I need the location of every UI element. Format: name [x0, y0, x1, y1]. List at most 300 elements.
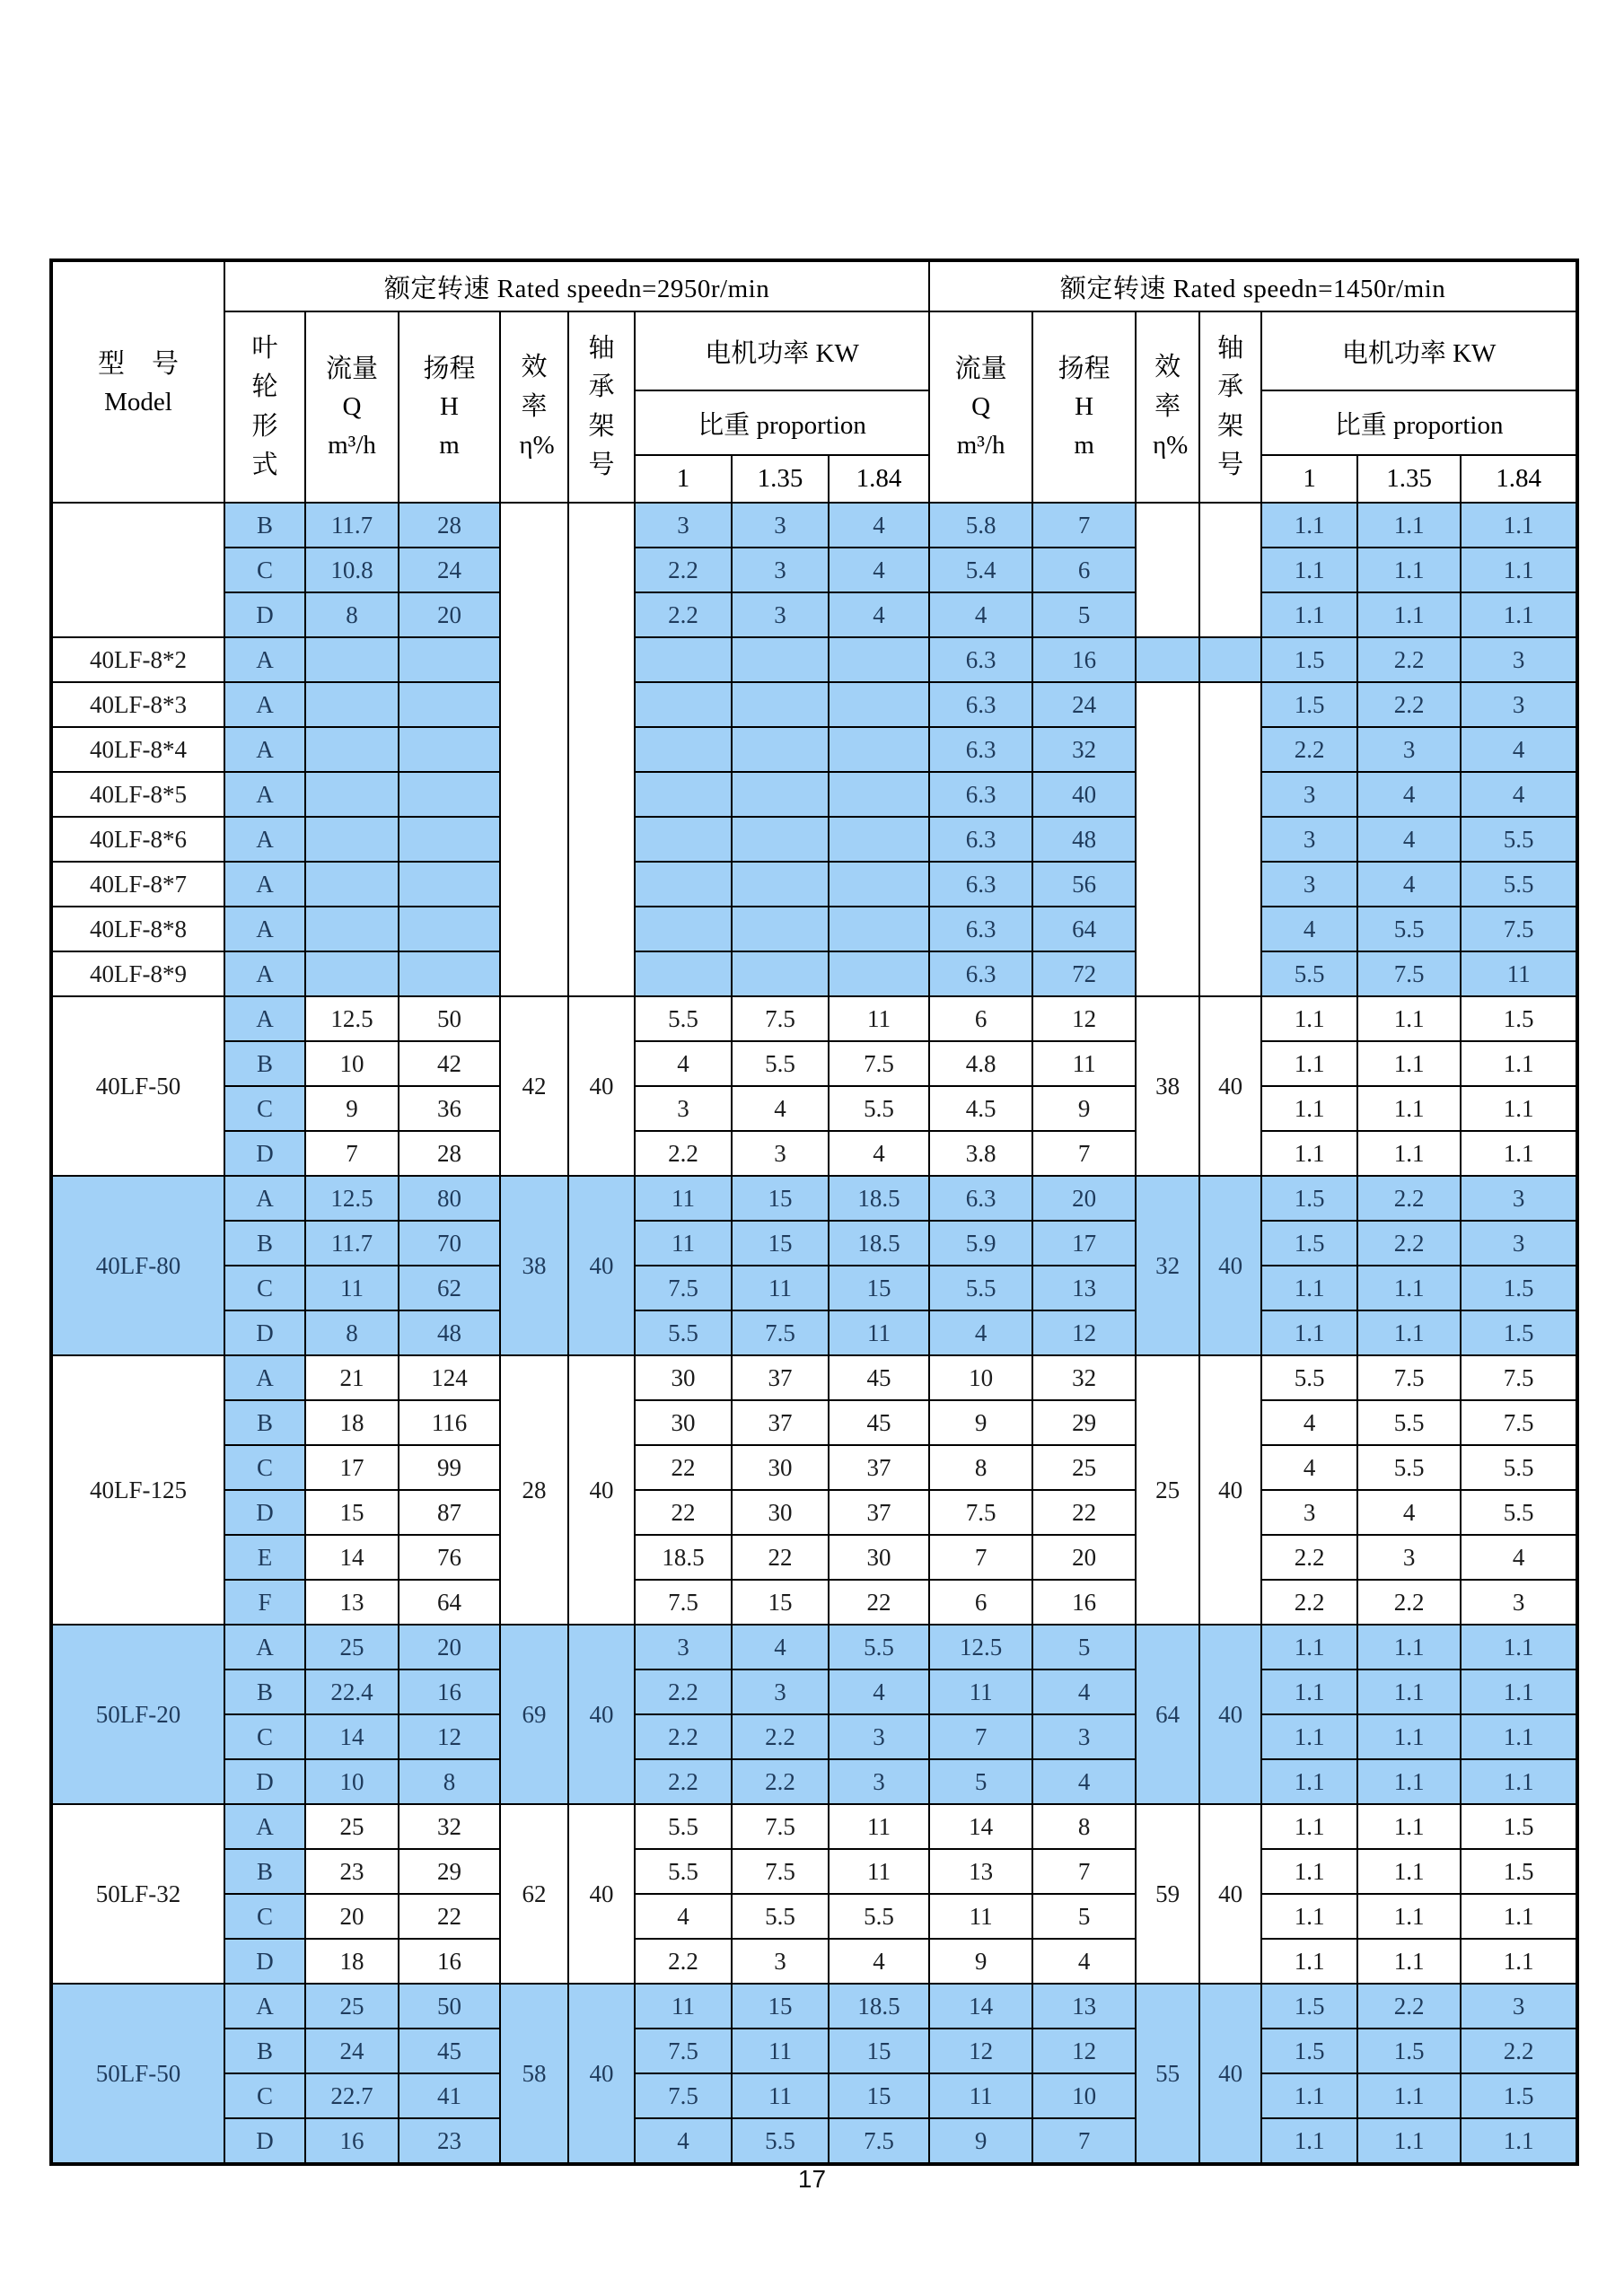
header-impeller-type-label: 叶轮形式: [251, 333, 278, 479]
cell-flow-1450: 8: [929, 1445, 1032, 1490]
cell-power-2950: 22: [829, 1580, 929, 1625]
cell-power-1450: 1.5: [1261, 1221, 1357, 1266]
cell-impeller: C: [224, 1266, 305, 1310]
cell-impeller: D: [224, 1759, 305, 1804]
cell-power-1450: 2.2: [1357, 682, 1461, 727]
cell-power-1450: 1.1: [1261, 1625, 1357, 1669]
cell-power-1450: 1.1: [1261, 1759, 1357, 1804]
cell-power-1450: 7.5: [1461, 1400, 1577, 1445]
cell-power-2950: [635, 862, 732, 907]
cell-flow-2950: [305, 951, 399, 996]
cell-efficiency-2950: 42: [500, 996, 568, 1176]
cell-efficiency-1450: 59: [1136, 1804, 1199, 1984]
cell-bearing-1450: [1199, 637, 1261, 682]
cell-impeller: A: [224, 1176, 305, 1221]
cell-power-2950: 3: [732, 503, 829, 548]
cell-head-1450: 11: [1032, 1041, 1136, 1086]
cell-power-2950: 4: [635, 2118, 732, 2164]
cell-power-1450: 5.5: [1357, 1400, 1461, 1445]
cell-power-1450: 1.5: [1461, 1804, 1577, 1849]
cell-impeller: B: [224, 1849, 305, 1894]
cell-power-1450: 5.5: [1461, 1445, 1577, 1490]
cell-impeller: B: [224, 1221, 305, 1266]
cell-flow-2950: [305, 907, 399, 951]
cell-power-2950: 37: [732, 1400, 829, 1445]
cell-power-1450: 4: [1357, 862, 1461, 907]
cell-power-2950: [635, 907, 732, 951]
table-row: [51, 1490, 1577, 1535]
table-row: [51, 1849, 1577, 1894]
cell-power-1450: 1.1: [1261, 1849, 1357, 1894]
head-unit: m: [439, 430, 460, 460]
cell-impeller: B: [224, 2029, 305, 2073]
cell-flow-2950: [305, 682, 399, 727]
cell-power-2950: 45: [829, 1355, 929, 1400]
cell-power-1450: 1.1: [1261, 1266, 1357, 1310]
cell-power-1450: 7.5: [1461, 1355, 1577, 1400]
table-row: [51, 503, 1577, 548]
cell-flow-1450: 9: [929, 1400, 1032, 1445]
cell-head-1450: 22: [1032, 1490, 1136, 1535]
cell-flow-2950: 15: [305, 1490, 399, 1535]
cell-power-1450: 3: [1461, 1221, 1577, 1266]
cell-power-2950: 2.2: [635, 1669, 732, 1714]
cell-impeller: B: [224, 1041, 305, 1086]
cell-efficiency-2950: 58: [500, 1984, 568, 2164]
cell-head-1450: 64: [1032, 907, 1136, 951]
cell-power-1450: 3: [1261, 817, 1357, 862]
cell-head-2950: 28: [399, 1131, 500, 1176]
cell-head-1450: 7: [1032, 1849, 1136, 1894]
cell-flow-2950: 17: [305, 1445, 399, 1490]
cell-efficiency-1450: [1136, 637, 1199, 682]
cell-head-2950: 64: [399, 1580, 500, 1625]
cell-power-1450: 3: [1261, 1490, 1357, 1535]
cell-power-2950: 11: [829, 1849, 929, 1894]
cell-power-2950: [635, 772, 732, 817]
cell-flow-1450: 5: [929, 1759, 1032, 1804]
cell-power-2950: 18.5: [829, 1984, 929, 2029]
cell-power-2950: 11: [635, 1984, 732, 2029]
cell-power-2950: 3: [732, 592, 829, 637]
cell-flow-2950: [305, 727, 399, 772]
cell-power-1450: 1.5: [1261, 1984, 1357, 2029]
cell-power-2950: 15: [829, 2029, 929, 2073]
cell-power-1450: 1.1: [1357, 2118, 1461, 2164]
cell-model: 40LF-8*9: [51, 951, 224, 996]
cell-power-2950: [635, 727, 732, 772]
cell-power-1450: 5.5: [1461, 817, 1577, 862]
cell-power-1450: 1.1: [1261, 2118, 1357, 2164]
cell-head-2950: 116: [399, 1400, 500, 1445]
flow-symbol: Q: [971, 392, 991, 422]
cell-power-1450: 1.1: [1461, 1894, 1577, 1939]
header-head-1450: [1032, 311, 1136, 503]
cell-head-2950: 48: [399, 1310, 500, 1355]
cell-power-1450: 1.5: [1461, 1849, 1577, 1894]
cell-flow-1450: 6.3: [929, 637, 1032, 682]
cell-flow-2950: 16: [305, 2118, 399, 2164]
header-bearing-2950: [568, 311, 635, 503]
cell-bearing-2950: 40: [568, 1804, 635, 1984]
cell-impeller: A: [224, 996, 305, 1041]
cell-flow-2950: 22.7: [305, 2073, 399, 2118]
cell-flow-2950: 24: [305, 2029, 399, 2073]
cell-power-1450: 1.1: [1461, 503, 1577, 548]
cell-impeller: A: [224, 1355, 305, 1400]
table-row: [51, 1669, 1577, 1714]
cell-impeller: B: [224, 503, 305, 548]
table-row: [51, 1041, 1577, 1086]
cell-flow-1450: 7.5: [929, 1490, 1032, 1535]
table-row: [51, 2029, 1577, 2073]
cell-head-2950: [399, 951, 500, 996]
cell-power-2950: 37: [732, 1355, 829, 1400]
cell-head-2950: 124: [399, 1355, 500, 1400]
cell-power-2950: 45: [829, 1400, 929, 1445]
cell-power-2950: 3: [732, 1939, 829, 1984]
header-ratio: 1.35: [1357, 455, 1461, 503]
cell-impeller: A: [224, 1625, 305, 1669]
cell-power-2950: 15: [732, 1176, 829, 1221]
cell-flow-1450: 3.8: [929, 1131, 1032, 1176]
cell-impeller: A: [224, 1984, 305, 2029]
cell-head-1450: 56: [1032, 862, 1136, 907]
cell-head-1450: 20: [1032, 1535, 1136, 1580]
cell-power-1450: 1.1: [1357, 1804, 1461, 1849]
cell-impeller: C: [224, 1714, 305, 1759]
header-model-zh: 型 号: [98, 348, 179, 379]
flow-unit: m³/h: [956, 430, 1005, 460]
cell-power-1450: 1.1: [1461, 1759, 1577, 1804]
cell-power-2950: 11: [829, 1804, 929, 1849]
cell-power-2950: 4: [829, 548, 929, 592]
cell-power-2950: 4: [635, 1041, 732, 1086]
cell-power-2950: 4: [829, 503, 929, 548]
cell-power-1450: 1.1: [1461, 1086, 1577, 1131]
cell-flow-2950: [305, 772, 399, 817]
cell-flow-1450: 6.3: [929, 727, 1032, 772]
cell-flow-1450: 10: [929, 1355, 1032, 1400]
cell-power-2950: 2.2: [635, 1131, 732, 1176]
cell-power-2950: 5.5: [635, 1310, 732, 1355]
cell-impeller: C: [224, 548, 305, 592]
cell-power-2950: [732, 907, 829, 951]
cell-power-2950: 18.5: [829, 1221, 929, 1266]
cell-power-2950: 18.5: [829, 1176, 929, 1221]
cell-head-1450: 7: [1032, 503, 1136, 548]
cell-flow-1450: 4.5: [929, 1086, 1032, 1131]
cell-flow-2950: 25: [305, 1804, 399, 1849]
cell-power-1450: 1.5: [1461, 1266, 1577, 1310]
cell-power-1450: 1.1: [1261, 1714, 1357, 1759]
cell-impeller: D: [224, 2118, 305, 2164]
cell-flow-1450: 6: [929, 1580, 1032, 1625]
cell-efficiency-2950: [500, 503, 568, 996]
table-row: [51, 1535, 1577, 1580]
cell-power-1450: 1.1: [1461, 1939, 1577, 1984]
cell-flow-2950: 18: [305, 1400, 399, 1445]
cell-head-2950: 41: [399, 2073, 500, 2118]
cell-power-2950: 22: [635, 1490, 732, 1535]
cell-power-2950: [732, 862, 829, 907]
header-efficiency-1450: [1136, 311, 1199, 503]
cell-impeller: D: [224, 1131, 305, 1176]
cell-power-2950: [635, 817, 732, 862]
cell-power-1450: 1.1: [1357, 1849, 1461, 1894]
cell-flow-2950: 12.5: [305, 1176, 399, 1221]
cell-power-2950: 15: [732, 1580, 829, 1625]
cell-power-2950: 7.5: [635, 2029, 732, 2073]
cell-efficiency-1450: 32: [1136, 1176, 1199, 1355]
cell-impeller: D: [224, 1310, 305, 1355]
table-row: [51, 727, 1577, 772]
cell-head-2950: 20: [399, 1625, 500, 1669]
cell-power-1450: 1.1: [1357, 1041, 1461, 1086]
cell-power-1450: 1.1: [1357, 1714, 1461, 1759]
cell-power-2950: [635, 682, 732, 727]
head-label-zh: 扬程: [1058, 355, 1110, 384]
cell-impeller: D: [224, 1939, 305, 1984]
cell-model: 40LF-8*4: [51, 727, 224, 772]
cell-power-2950: 5.5: [635, 996, 732, 1041]
cell-power-2950: 5.5: [829, 1894, 929, 1939]
cell-head-2950: 16: [399, 1939, 500, 1984]
cell-head-2950: 99: [399, 1445, 500, 1490]
cell-power-1450: 3: [1461, 682, 1577, 727]
table-row: [51, 862, 1577, 907]
cell-power-2950: 3: [829, 1759, 929, 1804]
cell-power-2950: 7.5: [829, 1041, 929, 1086]
cell-power-1450: 5.5: [1461, 1490, 1577, 1535]
header-ratio: 1.84: [1461, 455, 1577, 503]
cell-power-2950: 5.5: [635, 1804, 732, 1849]
cell-power-2950: [732, 727, 829, 772]
cell-head-2950: [399, 727, 500, 772]
cell-flow-2950: 21: [305, 1355, 399, 1400]
cell-flow-1450: 6.3: [929, 1176, 1032, 1221]
header-flow-2950: [305, 311, 399, 503]
cell-power-2950: 2.2: [635, 1939, 732, 1984]
cell-impeller: E: [224, 1535, 305, 1580]
cell-flow-2950: 10: [305, 1041, 399, 1086]
cell-power-1450: 1.1: [1261, 548, 1357, 592]
cell-power-2950: 22: [635, 1445, 732, 1490]
cell-head-1450: 24: [1032, 682, 1136, 727]
header-flow-1450: [929, 311, 1032, 503]
cell-power-1450: 2.2: [1357, 1176, 1461, 1221]
cell-power-2950: 2.2: [635, 1759, 732, 1804]
cell-power-1450: 1.1: [1461, 1041, 1577, 1086]
header-ratio: 1: [1261, 455, 1357, 503]
cell-model: 40LF-80: [51, 1176, 224, 1355]
cell-power-1450: 1.1: [1261, 592, 1357, 637]
cell-model: 40LF-8*2: [51, 637, 224, 682]
cell-head-1450: 4: [1032, 1669, 1136, 1714]
cell-power-1450: 1.5: [1261, 1176, 1357, 1221]
cell-flow-2950: [305, 862, 399, 907]
cell-power-1450: 1.1: [1357, 1310, 1461, 1355]
cell-flow-1450: 9: [929, 1939, 1032, 1984]
cell-power-1450: 1.1: [1261, 1894, 1357, 1939]
cell-power-1450: 1.1: [1357, 1669, 1461, 1714]
header-ratio: 1.35: [732, 455, 829, 503]
cell-head-2950: 42: [399, 1041, 500, 1086]
cell-power-2950: 7.5: [635, 1266, 732, 1310]
table-row: [51, 592, 1577, 637]
cell-flow-1450: 11: [929, 2073, 1032, 2118]
header-proportion-1450: 比重 proportion: [1261, 390, 1577, 455]
cell-flow-2950: 22.4: [305, 1669, 399, 1714]
cell-power-1450: 7.5: [1357, 951, 1461, 996]
cell-power-1450: 1.1: [1261, 1939, 1357, 1984]
cell-impeller: C: [224, 1894, 305, 1939]
cell-model: 40LF-8*3: [51, 682, 224, 727]
table-row: [51, 1804, 1577, 1849]
cell-head-1450: 48: [1032, 817, 1136, 862]
cell-model: 40LF-8*5: [51, 772, 224, 817]
efficiency-label: 效率η%: [519, 353, 555, 460]
cell-head-1450: 32: [1032, 727, 1136, 772]
cell-efficiency-1450: [1136, 503, 1199, 637]
cell-flow-1450: 4: [929, 592, 1032, 637]
cell-power-2950: 18.5: [635, 1535, 732, 1580]
cell-head-2950: 8: [399, 1759, 500, 1804]
header-model: [51, 260, 224, 503]
cell-power-2950: 3: [829, 1714, 929, 1759]
cell-power-2950: [829, 727, 929, 772]
cell-head-1450: 16: [1032, 1580, 1136, 1625]
cell-power-2950: 5.5: [732, 2118, 829, 2164]
cell-flow-2950: 8: [305, 1310, 399, 1355]
cell-bearing-1450: 40: [1199, 1804, 1261, 1984]
header-efficiency-2950: [500, 311, 568, 503]
cell-bearing-2950: 40: [568, 1176, 635, 1355]
cell-power-1450: 1.5: [1461, 996, 1577, 1041]
table-row: [51, 1984, 1577, 2029]
cell-flow-2950: [305, 817, 399, 862]
head-label-zh: 扬程: [423, 355, 476, 384]
cell-flow-2950: 14: [305, 1535, 399, 1580]
table-row: [51, 1310, 1577, 1355]
cell-head-1450: 25: [1032, 1445, 1136, 1490]
cell-power-2950: 7.5: [732, 996, 829, 1041]
cell-power-1450: 1.1: [1261, 1669, 1357, 1714]
cell-power-2950: 11: [732, 1266, 829, 1310]
cell-power-2950: 7.5: [732, 1804, 829, 1849]
page-number: 17: [797, 2165, 827, 2193]
cell-power-2950: 5.5: [829, 1625, 929, 1669]
cell-head-1450: 7: [1032, 1131, 1136, 1176]
cell-power-2950: 11: [635, 1221, 732, 1266]
cell-power-2950: 11: [635, 1176, 732, 1221]
cell-power-2950: [829, 951, 929, 996]
cell-flow-1450: 5.9: [929, 1221, 1032, 1266]
cell-head-1450: 72: [1032, 951, 1136, 996]
cell-flow-2950: 25: [305, 1625, 399, 1669]
cell-impeller: A: [224, 682, 305, 727]
cell-flow-1450: 9: [929, 2118, 1032, 2164]
cell-head-1450: 13: [1032, 1266, 1136, 1310]
table-row: [51, 1939, 1577, 1984]
cell-flow-2950: 10: [305, 1759, 399, 1804]
cell-flow-1450: 7: [929, 1714, 1032, 1759]
cell-head-1450: 10: [1032, 2073, 1136, 2118]
cell-flow-1450: 14: [929, 1984, 1032, 2029]
cell-power-2950: 5.5: [829, 1086, 929, 1131]
cell-impeller: A: [224, 817, 305, 862]
cell-power-1450: 2.2: [1357, 637, 1461, 682]
cell-head-1450: 40: [1032, 772, 1136, 817]
cell-head-1450: 13: [1032, 1984, 1136, 2029]
cell-impeller: C: [224, 1445, 305, 1490]
cell-power-2950: [732, 682, 829, 727]
table-row: [51, 817, 1577, 862]
cell-bearing-1450: 40: [1199, 996, 1261, 1176]
cell-power-2950: 3: [732, 1669, 829, 1714]
cell-power-1450: 1.1: [1357, 1625, 1461, 1669]
head-symbol: H: [1075, 392, 1094, 422]
cell-head-2950: 20: [399, 592, 500, 637]
cell-flow-2950: 14: [305, 1714, 399, 1759]
cell-power-1450: 1.1: [1357, 592, 1461, 637]
cell-power-2950: 4: [829, 592, 929, 637]
cell-power-1450: 3: [1357, 727, 1461, 772]
cell-power-2950: 3: [732, 548, 829, 592]
cell-power-1450: 1.1: [1357, 996, 1461, 1041]
cell-power-1450: 4: [1357, 1490, 1461, 1535]
cell-power-1450: 3: [1461, 1580, 1577, 1625]
cell-head-2950: [399, 637, 500, 682]
header-row-columns: [51, 311, 1577, 390]
cell-power-2950: 2.2: [635, 592, 732, 637]
cell-power-2950: 11: [732, 2073, 829, 2118]
cell-head-2950: 45: [399, 2029, 500, 2073]
table-row: [51, 1400, 1577, 1445]
cell-power-2950: 30: [732, 1445, 829, 1490]
cell-power-2950: [829, 682, 929, 727]
cell-flow-2950: 12.5: [305, 996, 399, 1041]
cell-model: 50LF-32: [51, 1804, 224, 1984]
cell-impeller: C: [224, 2073, 305, 2118]
cell-head-1450: 7: [1032, 2118, 1136, 2164]
cell-power-2950: 4: [829, 1131, 929, 1176]
cell-power-1450: 1.1: [1461, 592, 1577, 637]
cell-power-2950: 5.5: [732, 1894, 829, 1939]
cell-flow-1450: 13: [929, 1849, 1032, 1894]
cell-power-1450: 1.1: [1357, 1266, 1461, 1310]
cell-flow-1450: 6.3: [929, 951, 1032, 996]
cell-head-2950: 32: [399, 1804, 500, 1849]
header-motor-power-1450: 电机功率 KW: [1261, 311, 1577, 390]
cell-power-2950: [732, 817, 829, 862]
cell-flow-1450: 5.8: [929, 503, 1032, 548]
cell-power-1450: 5.5: [1261, 1355, 1357, 1400]
cell-power-2950: 15: [732, 1221, 829, 1266]
cell-bearing-2950: 40: [568, 996, 635, 1176]
table-row: [51, 1131, 1577, 1176]
cell-flow-2950: 20: [305, 1894, 399, 1939]
cell-power-1450: 1.1: [1261, 1804, 1357, 1849]
cell-power-2950: 15: [829, 2073, 929, 2118]
cell-head-1450: 3: [1032, 1714, 1136, 1759]
cell-head-2950: 29: [399, 1849, 500, 1894]
flow-label-zh: 流量: [954, 355, 1007, 384]
cell-bearing-1450: 40: [1199, 1984, 1261, 2164]
cell-head-1450: 12: [1032, 996, 1136, 1041]
cell-efficiency-2950: 69: [500, 1625, 568, 1804]
cell-power-2950: [829, 637, 929, 682]
